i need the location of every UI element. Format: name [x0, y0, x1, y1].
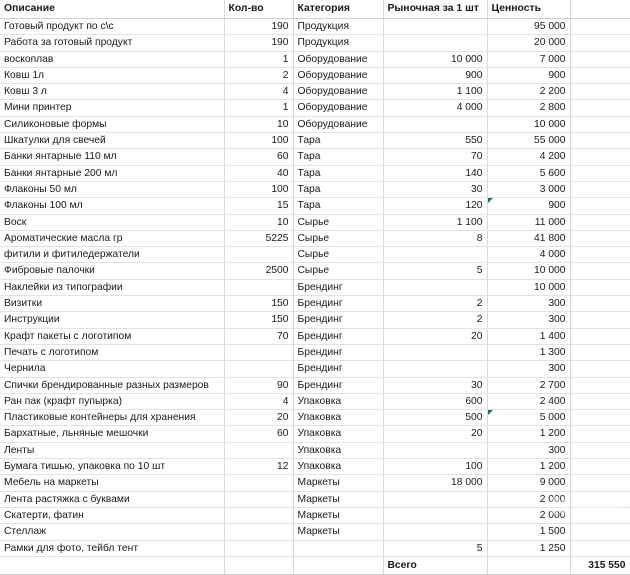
cell-extra[interactable] [570, 491, 630, 507]
cell-category[interactable]: Брендинг [293, 279, 383, 295]
cell-description[interactable]: Спички брендированные разных размеров [0, 377, 224, 393]
cell-market_price[interactable] [383, 344, 487, 360]
table-row[interactable] [0, 19, 630, 35]
cell-quantity[interactable]: 150 [224, 296, 293, 312]
column-header-market-price[interactable]: Рыночная за 1 шт [383, 0, 487, 19]
cell-quantity[interactable]: 40 [224, 165, 293, 181]
cell-description[interactable]: Бумага тишью, упаковка по 10 шт [0, 459, 224, 475]
cell-category[interactable]: Маркеты [293, 475, 383, 491]
cell-description[interactable]: Работа за готовый продукт [0, 35, 224, 51]
cell-market_price[interactable]: 18 000 [383, 475, 487, 491]
cell-value[interactable]: 7 000 [487, 51, 570, 67]
cell-category[interactable]: Тара [293, 165, 383, 181]
cell-category[interactable]: Упаковка [293, 442, 383, 458]
cell-description[interactable]: фитили и фитиледержатели [0, 247, 224, 263]
cell-value[interactable]: 1 400 [487, 328, 570, 344]
cell-description[interactable]: Рамки для фото, тейбл тент [0, 540, 224, 556]
cell-value[interactable]: 3 000 [487, 181, 570, 197]
cell-extra[interactable] [570, 198, 630, 214]
table-row[interactable] [0, 344, 630, 360]
cell-description[interactable]: Лента растяжка с буквами [0, 491, 224, 507]
table-row[interactable] [0, 426, 630, 442]
cell-extra[interactable] [570, 393, 630, 409]
cell-description[interactable]: Ковш 1л [0, 67, 224, 83]
cell-extra[interactable] [570, 100, 630, 116]
cell-market_price[interactable]: 500 [383, 410, 487, 426]
column-header-category[interactable]: Категория [293, 0, 383, 19]
cell-value[interactable]: 9 000 [487, 475, 570, 491]
table-row[interactable] [0, 312, 630, 328]
cell-value[interactable]: 1 200 [487, 426, 570, 442]
table-row[interactable] [0, 361, 630, 377]
cell-quantity[interactable]: 20 [224, 410, 293, 426]
cell-extra[interactable] [570, 279, 630, 295]
cell-description[interactable]: Ароматические масла гр [0, 230, 224, 246]
cell-market_price[interactable]: 2 [383, 312, 487, 328]
cell-category[interactable]: Брендинг [293, 361, 383, 377]
cell-value[interactable]: 300 [487, 312, 570, 328]
cell-extra[interactable] [570, 51, 630, 67]
cell-value[interactable]: 300 [487, 361, 570, 377]
total-cell-category[interactable] [293, 556, 383, 574]
cell-quantity[interactable]: 60 [224, 426, 293, 442]
cell-market_price[interactable]: 20 [383, 426, 487, 442]
total-cell-value[interactable] [487, 556, 570, 574]
cell-category[interactable]: Оборудование [293, 100, 383, 116]
cell-extra[interactable] [570, 442, 630, 458]
cell-quantity[interactable]: 70 [224, 328, 293, 344]
cell-category[interactable]: Сырье [293, 230, 383, 246]
cell-market_price[interactable]: 120 [383, 198, 487, 214]
comment-marker-icon [488, 410, 493, 415]
cell-quantity[interactable] [224, 247, 293, 263]
cell-market_price[interactable]: 2 [383, 296, 487, 312]
cell-description[interactable]: Ковш 3 л [0, 84, 224, 100]
table-row[interactable] [0, 393, 630, 409]
cell-category[interactable]: Оборудование [293, 84, 383, 100]
cell-description[interactable]: Ленты [0, 442, 224, 458]
cell-market_price[interactable]: 30 [383, 181, 487, 197]
cell-description[interactable]: Пластиковые контейнеры для хранения [0, 410, 224, 426]
cell-quantity[interactable] [224, 507, 293, 523]
cell-quantity[interactable] [224, 442, 293, 458]
cell-quantity[interactable]: 1 [224, 51, 293, 67]
cell-category[interactable]: Тара [293, 198, 383, 214]
table-body [0, 19, 630, 557]
cell-value[interactable]: 55 000 [487, 133, 570, 149]
cell-market_price[interactable]: 30 [383, 377, 487, 393]
cell-quantity[interactable] [224, 540, 293, 556]
cell-market_price[interactable]: 20 [383, 328, 487, 344]
cell-description[interactable]: Флаконы 50 мл [0, 181, 224, 197]
cell-value[interactable]: 2 000 [487, 491, 570, 507]
cell-extra[interactable] [570, 230, 630, 246]
cell-category[interactable]: Тара [293, 181, 383, 197]
total-label[interactable]: Всего [383, 556, 487, 574]
cell-market_price[interactable] [383, 507, 487, 523]
column-header-description[interactable]: Описание [0, 0, 224, 19]
cell-extra[interactable] [570, 165, 630, 181]
table-row[interactable] [0, 279, 630, 295]
cell-extra[interactable] [570, 214, 630, 230]
table-row[interactable] [0, 198, 630, 214]
total-amount[interactable]: 315 550 [570, 556, 630, 574]
cell-quantity[interactable]: 190 [224, 19, 293, 35]
cell-category[interactable]: Брендинг [293, 296, 383, 312]
cell-extra[interactable] [570, 426, 630, 442]
cell-description[interactable]: Воск [0, 214, 224, 230]
cell-quantity[interactable] [224, 524, 293, 540]
cell-market_price[interactable]: 70 [383, 149, 487, 165]
cell-category[interactable]: Брендинг [293, 377, 383, 393]
cell-extra[interactable] [570, 247, 630, 263]
cell-quantity[interactable]: 4 [224, 84, 293, 100]
cell-value[interactable]: 4 200 [487, 149, 570, 165]
table-row[interactable] [0, 524, 630, 540]
cell-description[interactable]: Силиконовые формы [0, 116, 224, 132]
cell-market_price[interactable] [383, 279, 487, 295]
cell-extra[interactable] [570, 459, 630, 475]
table-row[interactable] [0, 100, 630, 116]
avito-watermark-text: Avito [574, 494, 624, 517]
cell-description[interactable]: Шкатулки для свечей [0, 133, 224, 149]
cell-category[interactable] [293, 540, 383, 556]
cell-quantity[interactable]: 10 [224, 214, 293, 230]
cell-category[interactable]: Брендинг [293, 312, 383, 328]
cell-description[interactable]: Ран пак (крафт пупырка) [0, 393, 224, 409]
cell-category[interactable]: Брендинг [293, 328, 383, 344]
table-footer [0, 556, 630, 574]
cell-extra[interactable] [570, 84, 630, 100]
table-row[interactable] [0, 442, 630, 458]
cell-value[interactable]: 1 500 [487, 524, 570, 540]
cell-category[interactable]: Оборудование [293, 51, 383, 67]
cell-category[interactable]: Тара [293, 133, 383, 149]
cell-description[interactable]: Банки янтарные 110 мл [0, 149, 224, 165]
table-row[interactable] [0, 181, 630, 197]
cell-value[interactable]: 2 700 [487, 377, 570, 393]
cell-market_price[interactable]: 5 [383, 540, 487, 556]
cell-extra[interactable] [570, 328, 630, 344]
cell-category[interactable]: Оборудование [293, 67, 383, 83]
cell-extra[interactable] [570, 67, 630, 83]
cell-value[interactable]: 5 600 [487, 165, 570, 181]
cell-description[interactable]: Инструкции [0, 312, 224, 328]
cell-category[interactable]: Маркеты [293, 524, 383, 540]
table-row[interactable] [0, 247, 630, 263]
cell-extra[interactable] [570, 540, 630, 556]
cell-extra[interactable] [570, 312, 630, 328]
cell-quantity[interactable]: 60 [224, 149, 293, 165]
cell-category[interactable]: Маркеты [293, 507, 383, 523]
table-row[interactable] [0, 328, 630, 344]
cell-value[interactable]: 95 000 [487, 19, 570, 35]
cell-value[interactable]: 900 [487, 67, 570, 83]
cell-value[interactable]: 1 300 [487, 344, 570, 360]
cell-quantity[interactable]: 15 [224, 198, 293, 214]
cell-quantity[interactable]: 150 [224, 312, 293, 328]
cell-quantity[interactable] [224, 279, 293, 295]
cell-value[interactable]: 2 800 [487, 100, 570, 116]
cell-value[interactable]: 10 000 [487, 263, 570, 279]
cell-extra[interactable] [570, 475, 630, 491]
cell-category[interactable]: Тара [293, 149, 383, 165]
table-row[interactable] [0, 116, 630, 132]
cell-quantity[interactable]: 4 [224, 393, 293, 409]
table-row[interactable] [0, 296, 630, 312]
cell-category[interactable]: Упаковка [293, 410, 383, 426]
total-cell-quantity[interactable] [224, 556, 293, 574]
cell-extra[interactable] [570, 263, 630, 279]
cell-value[interactable]: 4 000 [487, 247, 570, 263]
cell-category[interactable]: Продукция [293, 19, 383, 35]
cell-quantity[interactable]: 5225 [224, 230, 293, 246]
cell-value[interactable]: 5 000 [487, 410, 570, 426]
table-row[interactable] [0, 230, 630, 246]
cell-category[interactable]: Сырье [293, 263, 383, 279]
cell-quantity[interactable]: 100 [224, 133, 293, 149]
cell-value[interactable]: 41 800 [487, 230, 570, 246]
cell-description[interactable]: Банки янтарные 200 мл [0, 165, 224, 181]
cell-extra[interactable] [570, 507, 630, 523]
cell-market_price[interactable] [383, 491, 487, 507]
cell-quantity[interactable]: 90 [224, 377, 293, 393]
table-row[interactable] [0, 165, 630, 181]
cell-extra[interactable] [570, 377, 630, 393]
cell-extra[interactable] [570, 116, 630, 132]
cell-value[interactable]: 2 400 [487, 393, 570, 409]
cell-market_price[interactable]: 10 000 [383, 51, 487, 67]
cell-quantity[interactable] [224, 475, 293, 491]
table-row[interactable] [0, 507, 630, 523]
total-row[interactable] [0, 556, 630, 574]
cell-quantity[interactable]: 2 [224, 67, 293, 83]
table-row[interactable] [0, 214, 630, 230]
cell-description[interactable]: Скатерти, фатин [0, 507, 224, 523]
cell-value[interactable]: 10 000 [487, 116, 570, 132]
cell-quantity[interactable]: 2500 [224, 263, 293, 279]
table-row[interactable] [0, 491, 630, 507]
cell-extra[interactable] [570, 149, 630, 165]
cell-description[interactable]: Печать с логотипом [0, 344, 224, 360]
cell-market_price[interactable]: 8 [383, 230, 487, 246]
cell-extra[interactable] [570, 344, 630, 360]
cell-market_price[interactable] [383, 442, 487, 458]
cell-value[interactable]: 300 [487, 442, 570, 458]
cell-category[interactable]: Продукция [293, 35, 383, 51]
cell-description[interactable]: Наклейки из типографии [0, 279, 224, 295]
cell-value[interactable]: 900 [487, 198, 570, 214]
cell-value[interactable]: 11 000 [487, 214, 570, 230]
cell-value[interactable]: 2 200 [487, 84, 570, 100]
cell-description[interactable]: Крафт пакеты с логотипом [0, 328, 224, 344]
cell-description[interactable]: Чернила [0, 361, 224, 377]
total-cell-description[interactable] [0, 556, 224, 574]
cell-quantity[interactable]: 12 [224, 459, 293, 475]
cell-quantity[interactable]: 100 [224, 181, 293, 197]
cell-market_price[interactable] [383, 35, 487, 51]
cell-extra[interactable] [570, 410, 630, 426]
table-row[interactable] [0, 149, 630, 165]
cell-category[interactable]: Сырье [293, 214, 383, 230]
cell-value[interactable]: 1 200 [487, 459, 570, 475]
table-row[interactable] [0, 84, 630, 100]
column-header-extra[interactable] [570, 0, 630, 19]
cell-extra[interactable] [570, 524, 630, 540]
cell-extra[interactable] [570, 19, 630, 35]
cell-value[interactable]: 10 000 [487, 279, 570, 295]
cell-description[interactable]: Мебель на маркеты [0, 475, 224, 491]
cell-value[interactable]: 2 000 [487, 507, 570, 523]
cell-quantity[interactable]: 10 [224, 116, 293, 132]
table-row[interactable] [0, 67, 630, 83]
cell-category[interactable]: Упаковка [293, 459, 383, 475]
column-header-quantity[interactable]: Кол-во [224, 0, 293, 19]
cell-description[interactable]: Мини принтер [0, 100, 224, 116]
table-row[interactable] [0, 540, 630, 556]
cell-market_price[interactable] [383, 247, 487, 263]
cell-category[interactable]: Упаковка [293, 393, 383, 409]
table-row[interactable] [0, 133, 630, 149]
table-row[interactable] [0, 377, 630, 393]
cell-category[interactable]: Маркеты [293, 491, 383, 507]
cell-description[interactable]: воскоплав [0, 51, 224, 67]
cell-description[interactable]: Флаконы 100 мл [0, 198, 224, 214]
cell-extra[interactable] [570, 361, 630, 377]
table-row[interactable] [0, 475, 630, 491]
cell-category[interactable]: Оборудование [293, 116, 383, 132]
table-row[interactable] [0, 51, 630, 67]
cell-description[interactable]: Визитки [0, 296, 224, 312]
cell-extra[interactable] [570, 296, 630, 312]
cell-extra[interactable] [570, 35, 630, 51]
cell-market_price[interactable]: 140 [383, 165, 487, 181]
cell-quantity[interactable]: 1 [224, 100, 293, 116]
cell-extra[interactable] [570, 133, 630, 149]
table-row[interactable] [0, 263, 630, 279]
cell-extra[interactable] [570, 181, 630, 197]
table-header [0, 0, 630, 19]
cell-market_price[interactable]: 5 [383, 263, 487, 279]
cell-market_price[interactable]: 100 [383, 459, 487, 475]
cell-value[interactable]: 1 250 [487, 540, 570, 556]
column-header-value[interactable]: Ценность [487, 0, 570, 19]
cell-value[interactable]: 20 000 [487, 35, 570, 51]
cell-quantity[interactable] [224, 361, 293, 377]
cell-market_price[interactable]: 900 [383, 67, 487, 83]
cell-market_price[interactable]: 600 [383, 393, 487, 409]
cell-market_price[interactable] [383, 116, 487, 132]
cell-description[interactable]: Фибровые палочки [0, 263, 224, 279]
cell-market_price[interactable] [383, 361, 487, 377]
table-row[interactable] [0, 459, 630, 475]
cell-quantity[interactable]: 190 [224, 35, 293, 51]
cell-market_price[interactable]: 4 000 [383, 100, 487, 116]
table-row[interactable] [0, 410, 630, 426]
comment-marker-icon [488, 198, 493, 203]
cell-market_price[interactable]: 1 100 [383, 214, 487, 230]
cell-quantity[interactable] [224, 344, 293, 360]
cell-market_price[interactable] [383, 19, 487, 35]
cell-quantity[interactable] [224, 491, 293, 507]
cell-category[interactable]: Упаковка [293, 426, 383, 442]
cell-category[interactable]: Сырье [293, 247, 383, 263]
cell-market_price[interactable] [383, 524, 487, 540]
cell-market_price[interactable]: 550 [383, 133, 487, 149]
cell-category[interactable]: Брендинг [293, 344, 383, 360]
cell-description[interactable]: Стеллаж [0, 524, 224, 540]
table-row[interactable] [0, 35, 630, 51]
header-row [0, 0, 630, 19]
cell-description[interactable]: Бархатные, льняные мешочки [0, 426, 224, 442]
cell-description[interactable]: Готовый продукт по с\с [0, 19, 224, 35]
cell-market_price[interactable]: 1 100 [383, 84, 487, 100]
cell-value[interactable]: 300 [487, 296, 570, 312]
